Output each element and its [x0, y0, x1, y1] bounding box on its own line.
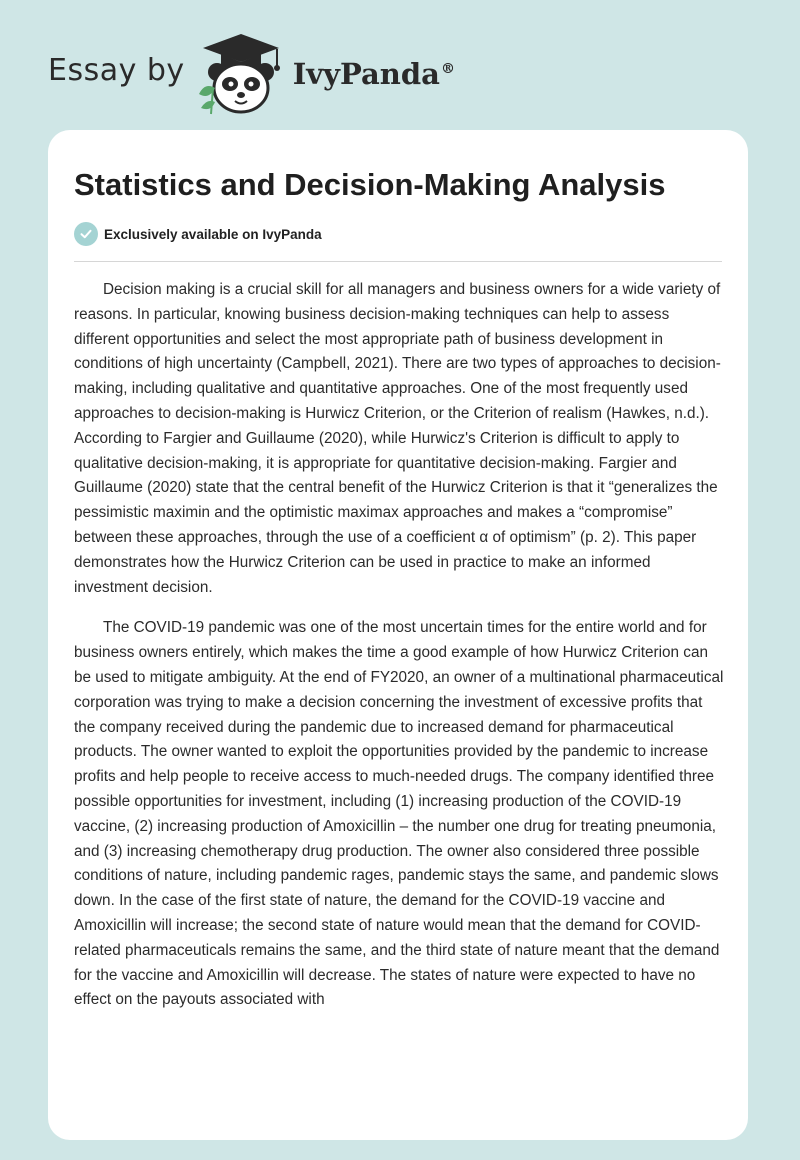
brand-header [48, 28, 455, 118]
essay-body [74, 278, 724, 1029]
essay-card [48, 130, 748, 1140]
paragraph: The COVID-19 pandemic was one of the most uncertain times for the entire world and for business owners entirely, which makes the time a good example of how Hurwicz Criterion can be used to mitigate ambiguity. At the end of FY2020, an owner of a multinational pharmaceutical corporation was trying to make a decision concerning the investment of excessive profits that the company received during the pandemic due to increased demand for pharmaceutical products. The owner wanted to exploit the opportunities provided by the pandemic to increase profits and help people to receive access to much-needed drugs. The company identified three possible opportunities for investment, including (1) increasing production of the COVID-19 vaccine, (2) increasing production of Amoxicillin – the number one drug for treating pneumonia, and (3) increasing chemotherapy drug production. The owner also considered three possible conditions of nature, including pandemic rages, pandemic stays the same, and pandemic slows down. In the case of the first state of nature, the demand for the COVID-19 vaccine and Amoxicillin will increase; the second state of nature would mean that the demand for COVID-related pharmaceuticals remains the same, and the third state of nature meant that the demand for the vaccine and Amoxicillin will decrease. The states of nature were expected to have no effect on the payouts associated with [74, 619, 724, 1009]
divider [74, 261, 722, 262]
panda-logo-icon [193, 28, 289, 118]
exclusive-badge [74, 222, 322, 246]
check-icon [74, 222, 98, 246]
exclusive-label: Exclusively available on IvyPanda [104, 226, 322, 242]
page-title: Statistics and Decision-Making Analysis [74, 167, 666, 202]
registered-mark: ® [440, 61, 455, 78]
brand-prefix: Essay by [48, 52, 185, 88]
paragraph: Decision making is a crucial skill for all managers and business owners for a wide variety of reasons. In particular, knowing business decision-making techniques can help to assess different opportunities and select the most appropriate path of business development in conditions of high uncertainty (Campbell, 2021). There are two types of approaches to decision-making, including qualitative and quantitative approaches. One of the most frequently used approaches to decision-making is Hurwicz Criterion, or the Criterion of realism (Hawkes, n.d.). According to Fargier and Guillaume (2020), while Hurwicz's Criterion is difficult to apply to qualitative decision-making, it is appropriate for quantitative decision-making. Fargier and Guillaume (2020) state that the central benefit of the Hurwicz Criterion is that it “generalizes the pessimistic maximin and the optimistic maximax approaches and makes a “compromise” between these approaches, through the use of a coefficient α of optimism” (p. 2). This paper demonstrates how the Hurwicz Criterion can be used in practice to make an informed investment decision. [74, 281, 721, 596]
brand-name: IvyPanda® [292, 57, 455, 91]
